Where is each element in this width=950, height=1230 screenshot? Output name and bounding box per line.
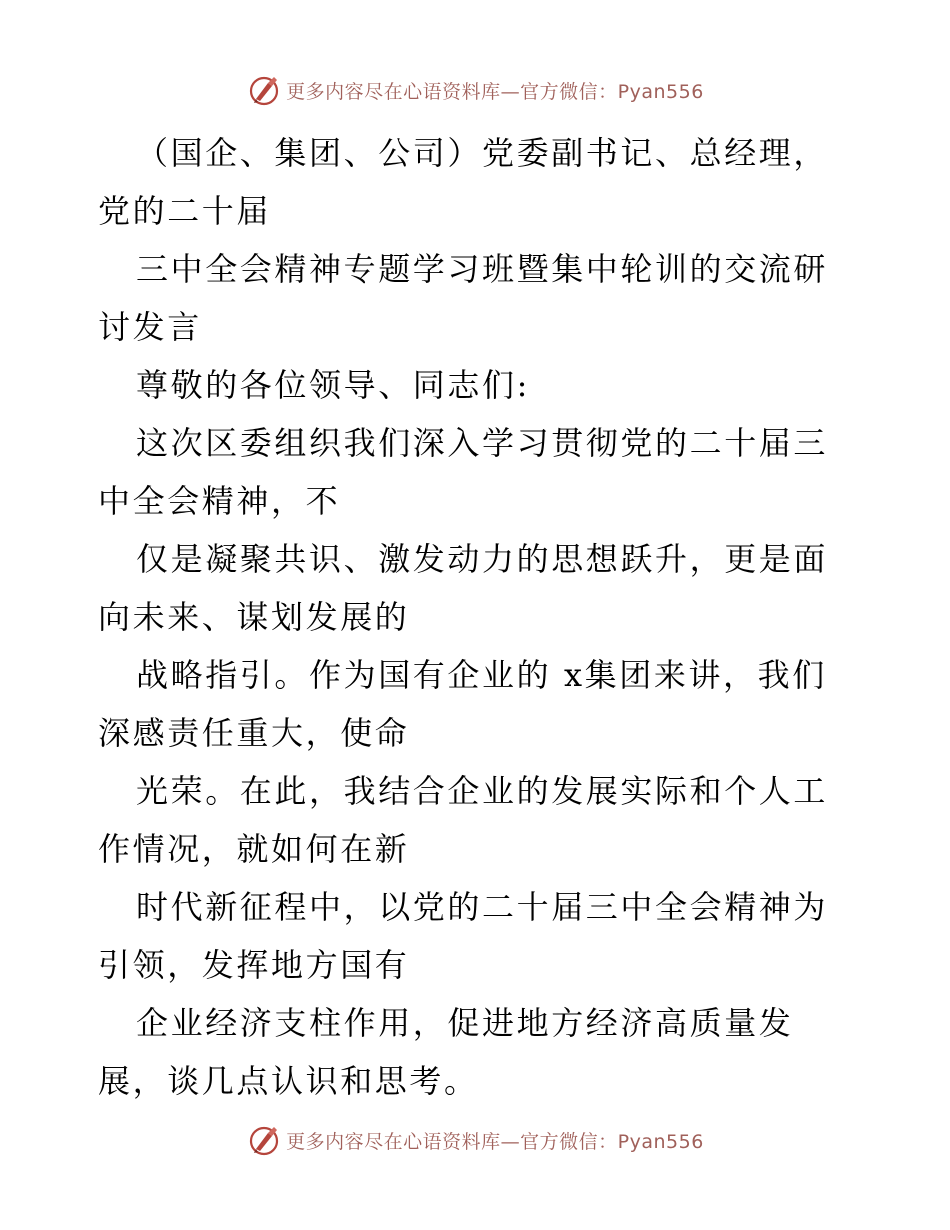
header-watermark	[0, 70, 950, 110]
document-body	[98, 124, 858, 1110]
watermark-wechat-id: Pyan556	[617, 80, 704, 103]
paragraph-body-4: 光荣。在此，我结合企业的发展实际和个人工作情况，就如何在新	[98, 772, 829, 868]
paragraph-body-3: 战略指引。作为国有企业的 x集团来讲，我们深感责任重大，使命	[98, 656, 827, 752]
paragraph-body-5: 时代新征程中，以党的二十届三中全会精神为引领，发挥地方国有	[98, 888, 829, 984]
paragraph-title-line1: （国企、集团、公司）党委副书记、总经理，党的二十届	[98, 134, 829, 230]
pen-circle-logo-icon	[246, 1122, 282, 1158]
watermark-text: 更多内容尽在心语资料库—官方微信：	[286, 1130, 618, 1153]
watermark-wechat-id: Pyan556	[617, 1130, 704, 1153]
watermark-text: 更多内容尽在心语资料库—官方微信：	[286, 80, 618, 103]
pen-circle-logo-icon	[246, 72, 282, 108]
footer-watermark	[0, 1120, 950, 1160]
paragraph-body-1: 这次区委组织我们深入学习贯彻党的二十届三中全会精神，不	[98, 424, 829, 520]
paragraph-body-2: 仅是凝聚共识、激发动力的思想跃升，更是面向未来、谋划发展的	[98, 540, 829, 636]
paragraph-body-6: 企业经济支柱作用，促进地方经济高质量发展，谈几点认识和思考。	[98, 1004, 794, 1100]
paragraph-title-line2: 三中全会精神专题学习班暨集中轮训的交流研讨发言	[98, 250, 829, 346]
paragraph-salutation: 尊敬的各位领导、同志们:	[136, 366, 530, 404]
